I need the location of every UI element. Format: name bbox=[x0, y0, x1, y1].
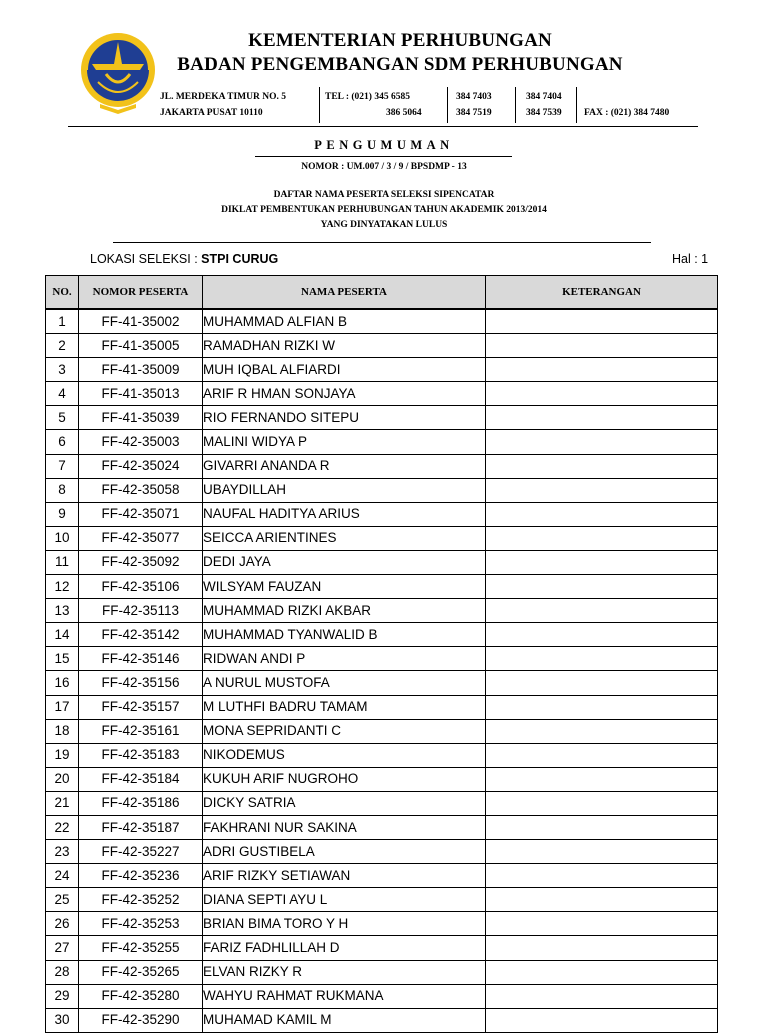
participant-number: FF-42-35252 bbox=[79, 888, 203, 912]
participant-remarks bbox=[486, 550, 718, 574]
participant-remarks bbox=[486, 743, 718, 767]
participant-name: MUHAMMAD ALFIAN B bbox=[203, 309, 486, 334]
ministry-title: KEMENTERIAN PERHUBUNGAN bbox=[248, 30, 552, 51]
participant-number: FF-42-35253 bbox=[79, 912, 203, 936]
row-number: 30 bbox=[46, 1008, 79, 1032]
row-number: 5 bbox=[46, 406, 79, 430]
table-row bbox=[46, 912, 718, 936]
participant-number: FF-42-35146 bbox=[79, 647, 203, 671]
phone-col3-line-1: 384 7404 bbox=[526, 92, 562, 102]
row-number: 13 bbox=[46, 599, 79, 623]
participant-number: FF-42-35236 bbox=[79, 864, 203, 888]
row-number: 28 bbox=[46, 960, 79, 984]
table-row bbox=[46, 358, 718, 382]
table-row bbox=[46, 309, 718, 334]
row-number: 27 bbox=[46, 936, 79, 960]
phone-col2-line-1: 384 7403 bbox=[456, 92, 492, 102]
table-row bbox=[46, 864, 718, 888]
participant-number: FF-41-35039 bbox=[79, 406, 203, 430]
row-number: 12 bbox=[46, 575, 79, 599]
participant-name: FARIZ FADHLILLAH D bbox=[203, 936, 486, 960]
participant-name: A NURUL MUSTOFA bbox=[203, 671, 486, 695]
table-row bbox=[46, 1008, 718, 1032]
row-number: 9 bbox=[46, 502, 79, 526]
row-number: 20 bbox=[46, 767, 79, 791]
participant-name: MALINI WIDYA P bbox=[203, 430, 486, 454]
location-label: LOKASI SELEKSI : bbox=[90, 252, 202, 266]
table-row bbox=[46, 743, 718, 767]
table-row bbox=[46, 695, 718, 719]
participant-remarks bbox=[486, 502, 718, 526]
table-row bbox=[46, 840, 718, 864]
table-row bbox=[46, 575, 718, 599]
participant-name: ARIF R HMAN SONJAYA bbox=[203, 382, 486, 406]
table-row bbox=[46, 382, 718, 406]
row-number: 3 bbox=[46, 358, 79, 382]
announcement-heading: PENGUMUMAN bbox=[314, 138, 454, 152]
row-number: 17 bbox=[46, 695, 79, 719]
heading-underline bbox=[255, 156, 512, 157]
participant-remarks bbox=[486, 695, 718, 719]
row-number: 24 bbox=[46, 864, 79, 888]
participant-remarks bbox=[486, 599, 718, 623]
row-number: 14 bbox=[46, 623, 79, 647]
participant-remarks bbox=[486, 936, 718, 960]
participant-remarks bbox=[486, 430, 718, 454]
participant-remarks bbox=[486, 671, 718, 695]
table-row bbox=[46, 767, 718, 791]
participant-number: FF-42-35184 bbox=[79, 767, 203, 791]
participant-number: FF-42-35280 bbox=[79, 984, 203, 1008]
participant-name: RIDWAN ANDI P bbox=[203, 647, 486, 671]
participant-number: FF-42-35156 bbox=[79, 671, 203, 695]
row-number: 26 bbox=[46, 912, 79, 936]
participant-name: ADRI GUSTIBELA bbox=[203, 840, 486, 864]
participant-name: DICKY SATRIA bbox=[203, 791, 486, 815]
header-participant-name: NAMA PESERTA bbox=[203, 276, 486, 310]
participant-number: FF-42-35142 bbox=[79, 623, 203, 647]
row-number: 4 bbox=[46, 382, 79, 406]
header-divider bbox=[576, 87, 577, 123]
participant-remarks bbox=[486, 623, 718, 647]
participant-remarks bbox=[486, 767, 718, 791]
row-number: 7 bbox=[46, 454, 79, 478]
participant-name: ARIF RIZKY SETIAWAN bbox=[203, 864, 486, 888]
table-row bbox=[46, 888, 718, 912]
participant-name: KUKUH ARIF NUGROHO bbox=[203, 767, 486, 791]
table-row bbox=[46, 334, 718, 358]
row-number: 18 bbox=[46, 719, 79, 743]
participant-remarks bbox=[486, 478, 718, 502]
table-row bbox=[46, 960, 718, 984]
table-row bbox=[46, 526, 718, 550]
participant-number: FF-42-35113 bbox=[79, 599, 203, 623]
table-row bbox=[46, 647, 718, 671]
participant-number: FF-42-35071 bbox=[79, 502, 203, 526]
list-title-line-3: YANG DINYATAKAN LULUS bbox=[320, 220, 448, 230]
participant-remarks bbox=[486, 526, 718, 550]
participant-name: MUH IQBAL ALFIARDI bbox=[203, 358, 486, 382]
participant-remarks bbox=[486, 888, 718, 912]
participant-name: BRIAN BIMA TORO Y H bbox=[203, 912, 486, 936]
tel-line-1: TEL : (021) 345 6585 bbox=[325, 92, 410, 102]
participant-name: NAUFAL HADITYA ARIUS bbox=[203, 502, 486, 526]
participant-number: FF-42-35186 bbox=[79, 791, 203, 815]
row-number: 29 bbox=[46, 984, 79, 1008]
header-divider bbox=[447, 87, 448, 123]
participant-name: UBAYDILLAH bbox=[203, 478, 486, 502]
row-number: 25 bbox=[46, 888, 79, 912]
participant-remarks bbox=[486, 912, 718, 936]
participant-name: M LUTHFI BADRU TAMAM bbox=[203, 695, 486, 719]
participant-name: RAMADHAN RIZKI W bbox=[203, 334, 486, 358]
announcement-number: NOMOR : UM.007 / 3 / 9 / BPSDMP - 13 bbox=[301, 162, 467, 172]
row-number: 22 bbox=[46, 815, 79, 839]
participant-name: WAHYU RAHMAT RUKMANA bbox=[203, 984, 486, 1008]
table-row bbox=[46, 936, 718, 960]
participant-number: FF-42-35265 bbox=[79, 960, 203, 984]
row-number: 23 bbox=[46, 840, 79, 864]
table-row bbox=[46, 478, 718, 502]
header-remarks: KETERANGAN bbox=[486, 276, 718, 310]
row-number: 1 bbox=[46, 309, 79, 334]
table-row bbox=[46, 791, 718, 815]
participant-number: FF-42-35255 bbox=[79, 936, 203, 960]
participant-remarks bbox=[486, 984, 718, 1008]
participant-remarks bbox=[486, 382, 718, 406]
selection-location bbox=[90, 252, 278, 266]
table-body bbox=[46, 309, 718, 1032]
participant-number: FF-41-35013 bbox=[79, 382, 203, 406]
participant-number: FF-41-35005 bbox=[79, 334, 203, 358]
participant-name: GIVARRI ANANDA R bbox=[203, 454, 486, 478]
participant-number: FF-42-35106 bbox=[79, 575, 203, 599]
row-number: 19 bbox=[46, 743, 79, 767]
list-title-line-1: DAFTAR NAMA PESERTA SELEKSI SIPENCATAR bbox=[273, 190, 495, 200]
location-value: STPI CURUG bbox=[201, 252, 279, 266]
participant-number: FF-42-35092 bbox=[79, 550, 203, 574]
participants-table bbox=[45, 275, 718, 1033]
table-row bbox=[46, 406, 718, 430]
participant-remarks bbox=[486, 309, 718, 334]
table-row bbox=[46, 815, 718, 839]
row-number: 10 bbox=[46, 526, 79, 550]
row-number: 15 bbox=[46, 647, 79, 671]
participant-name: FAKHRANI NUR SAKINA bbox=[203, 815, 486, 839]
phone-col3-line-2: 384 7539 bbox=[526, 108, 562, 118]
participant-number: FF-42-35157 bbox=[79, 695, 203, 719]
participant-remarks bbox=[486, 358, 718, 382]
participant-number: FF-42-35003 bbox=[79, 430, 203, 454]
participant-name: MUHAMMAD RIZKI AKBAR bbox=[203, 599, 486, 623]
participant-name: DIANA SEPTI AYU L bbox=[203, 888, 486, 912]
ministry-logo bbox=[78, 30, 158, 116]
participant-number: FF-42-35161 bbox=[79, 719, 203, 743]
table-row bbox=[46, 719, 718, 743]
participant-remarks bbox=[486, 840, 718, 864]
participant-remarks bbox=[486, 864, 718, 888]
table-row bbox=[46, 454, 718, 478]
row-number: 6 bbox=[46, 430, 79, 454]
fax-number: FAX : (021) 384 7480 bbox=[584, 108, 670, 118]
agency-title: BADAN PENGEMBANGAN SDM PERHUBUNGAN bbox=[177, 54, 623, 75]
row-number: 8 bbox=[46, 478, 79, 502]
list-title-line-2: DIKLAT PEMBENTUKAN PERHUBUNGAN TAHUN AKADEMIK 2013/2014 bbox=[221, 205, 547, 215]
table-row bbox=[46, 502, 718, 526]
header-no: NO. bbox=[46, 276, 79, 310]
participant-remarks bbox=[486, 647, 718, 671]
table-header-row bbox=[46, 276, 718, 310]
address-line-1: JL. MERDEKA TIMUR NO. 5 bbox=[160, 92, 286, 102]
participant-remarks bbox=[486, 719, 718, 743]
participant-remarks bbox=[486, 791, 718, 815]
participant-remarks bbox=[486, 960, 718, 984]
participant-remarks bbox=[486, 1008, 718, 1032]
participant-number: FF-42-35227 bbox=[79, 840, 203, 864]
participant-name: MUHAMMAD TYANWALID B bbox=[203, 623, 486, 647]
page-number: Hal : 1 bbox=[672, 252, 709, 266]
participant-name: SEICCA ARIENTINES bbox=[203, 526, 486, 550]
participant-number: FF-41-35002 bbox=[79, 309, 203, 334]
participant-number: FF-42-35183 bbox=[79, 743, 203, 767]
address-line-2: JAKARTA PUSAT 10110 bbox=[160, 108, 263, 118]
table-row bbox=[46, 623, 718, 647]
participant-remarks bbox=[486, 815, 718, 839]
participant-name: RIO FERNANDO SITEPU bbox=[203, 406, 486, 430]
row-number: 2 bbox=[46, 334, 79, 358]
participant-name: MONA SEPRIDANTI C bbox=[203, 719, 486, 743]
table-row bbox=[46, 984, 718, 1008]
participant-name: MUHAMAD KAMIL M bbox=[203, 1008, 486, 1032]
tel-line-2: 386 5064 bbox=[386, 108, 422, 118]
table-row bbox=[46, 430, 718, 454]
header-participant-number: NOMOR PESERTA bbox=[79, 276, 203, 310]
participant-number: FF-42-35077 bbox=[79, 526, 203, 550]
table-row bbox=[46, 671, 718, 695]
row-number: 21 bbox=[46, 791, 79, 815]
row-number: 11 bbox=[46, 550, 79, 574]
participant-remarks bbox=[486, 575, 718, 599]
participant-remarks bbox=[486, 454, 718, 478]
participant-number: FF-42-35024 bbox=[79, 454, 203, 478]
title-rule bbox=[113, 242, 651, 243]
header-divider bbox=[515, 87, 516, 123]
participant-name: NIKODEMUS bbox=[203, 743, 486, 767]
phone-col2-line-2: 384 7519 bbox=[456, 108, 492, 118]
participant-number: FF-42-35187 bbox=[79, 815, 203, 839]
participant-remarks bbox=[486, 406, 718, 430]
participant-number: FF-42-35290 bbox=[79, 1008, 203, 1032]
participant-name: WILSYAM FAUZAN bbox=[203, 575, 486, 599]
participant-remarks bbox=[486, 334, 718, 358]
participant-number: FF-42-35058 bbox=[79, 478, 203, 502]
header-rule bbox=[68, 126, 698, 127]
participant-number: FF-41-35009 bbox=[79, 358, 203, 382]
participant-name: DEDI JAYA bbox=[203, 550, 486, 574]
table-row bbox=[46, 599, 718, 623]
row-number: 16 bbox=[46, 671, 79, 695]
header-divider bbox=[319, 87, 320, 123]
table-row bbox=[46, 550, 718, 574]
participant-name: ELVAN RIZKY R bbox=[203, 960, 486, 984]
